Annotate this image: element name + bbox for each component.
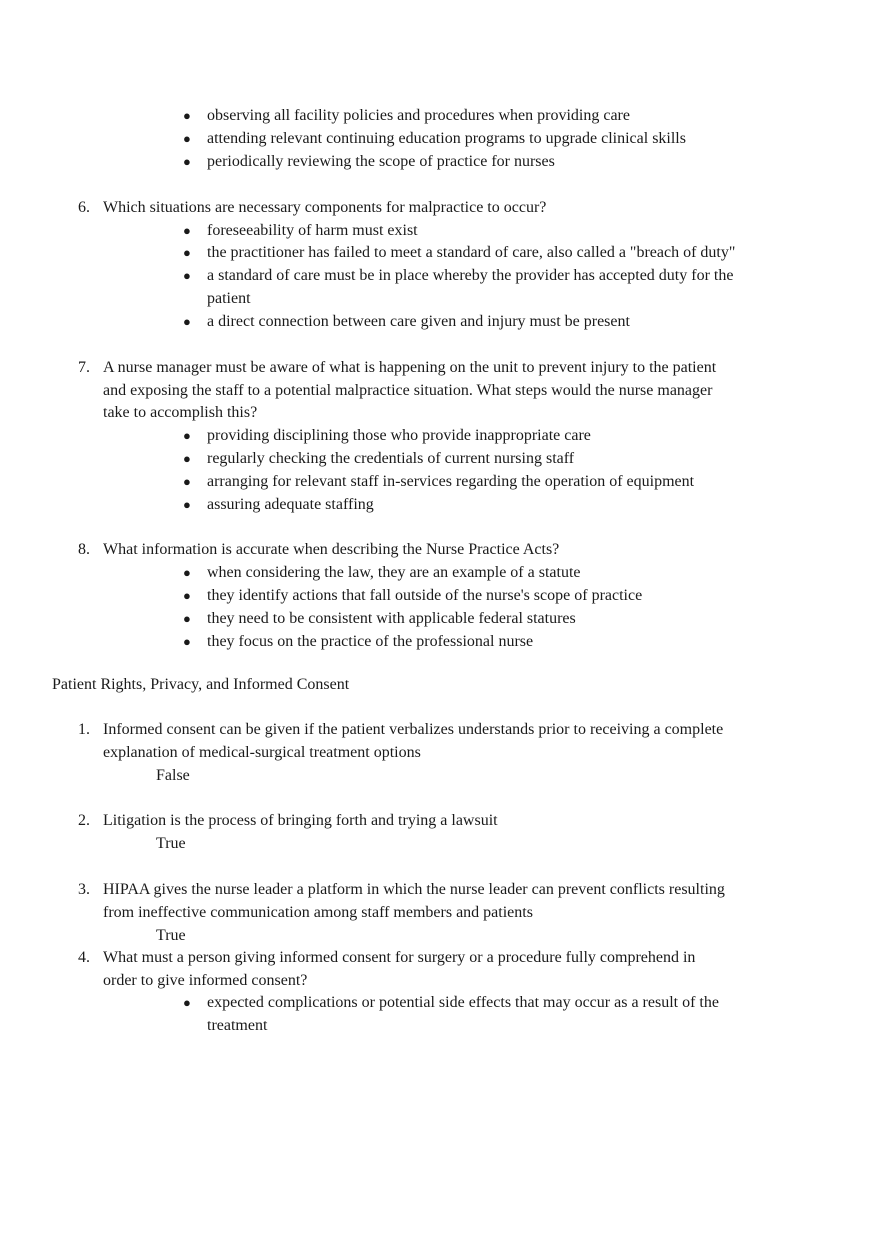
question-text: A nurse manager must be aware of what is happening on the unit to prevent injury to the patient <box>103 359 717 376</box>
question-text: Informed consent can be given if the patient verbalizes understands prior to receiving a complete <box>103 721 724 738</box>
bullet-icon: ● <box>183 634 191 649</box>
option-item: a standard of care must be in place whereby the provider has accepted duty for the <box>207 267 734 284</box>
option-item: they need to be consistent with applicable federal statures <box>207 610 576 627</box>
option-item: they identify actions that fall outside of the nurse's scope of practice <box>207 587 643 604</box>
bullet-icon: ● <box>183 428 191 443</box>
bullet-icon: ● <box>183 245 191 260</box>
option-item: they focus on the practice of the professional nurse <box>207 633 534 650</box>
question-text: What information is accurate when describing the Nurse Practice Acts? <box>103 541 560 558</box>
question-number: 3. <box>78 881 90 898</box>
bullet-icon: ● <box>183 611 191 626</box>
answer-text: True <box>156 927 186 944</box>
option-item: arranging for relevant staff in-services regarding the operation of equipment <box>207 473 695 490</box>
bullet-icon: ● <box>183 131 191 146</box>
option-item: regularly checking the credentials of current nursing staff <box>207 450 575 467</box>
bullet-icon: ● <box>183 588 191 603</box>
bullet-icon: ● <box>183 995 191 1010</box>
option-item: when considering the law, they are an example of a statute <box>207 564 581 581</box>
option-item: expected complications or potential side effects that may occur as a result of the <box>207 994 719 1011</box>
option-item: assuring adequate staffing <box>207 496 374 513</box>
question-text: What must a person giving informed consent for surgery or a procedure fully comprehend in <box>103 949 696 966</box>
question-number: 4. <box>78 949 90 966</box>
question-text: Litigation is the process of bringing forth and trying a lawsuit <box>103 812 498 829</box>
option-item: providing disciplining those who provide inappropriate care <box>207 427 591 444</box>
question-text: explanation of medical-surgical treatment options <box>103 744 421 761</box>
bullet-icon: ● <box>183 268 191 283</box>
bullet-icon: ● <box>183 451 191 466</box>
option-item-continuation: treatment <box>207 1017 268 1034</box>
question-text: order to give informed consent? <box>103 972 308 989</box>
question-number: 1. <box>78 721 90 738</box>
question-number: 8. <box>78 541 90 558</box>
option-item: the practitioner has failed to meet a standard of care, also called a "breach of duty" <box>207 244 736 261</box>
answer-text: False <box>156 767 190 784</box>
bullet-icon: ● <box>183 314 191 329</box>
bullet-icon: ● <box>183 108 191 123</box>
option-item: foreseeability of harm must exist <box>207 222 418 239</box>
question-text: from ineffective communication among staff members and patients <box>103 904 533 921</box>
question-number: 7. <box>78 359 90 376</box>
question-text: Which situations are necessary components for malpractice to occur? <box>103 199 547 216</box>
bullet-icon: ● <box>183 223 191 238</box>
section-heading: Patient Rights, Privacy, and Informed Consent <box>52 676 350 693</box>
bullet-icon: ● <box>183 474 191 489</box>
bullet-icon: ● <box>183 497 191 512</box>
answer-text: True <box>156 835 186 852</box>
list-item: observing all facility policies and procedures when providing care <box>207 107 630 124</box>
option-item: a direct connection between care given and injury must be present <box>207 313 630 330</box>
bullet-icon: ● <box>183 154 191 169</box>
question-text: and exposing the staff to a potential malpractice situation. What steps would the nurse manager <box>103 382 713 399</box>
bullet-icon: ● <box>183 565 191 580</box>
list-item: periodically reviewing the scope of practice for nurses <box>207 153 555 170</box>
question-text: take to accomplish this? <box>103 404 258 421</box>
question-text: HIPAA gives the nurse leader a platform in which the nurse leader can prevent conflicts resulting <box>103 881 725 898</box>
list-item: attending relevant continuing education programs to upgrade clinical skills <box>207 130 686 147</box>
option-item-continuation: patient <box>207 290 251 307</box>
question-number: 6. <box>78 199 90 216</box>
question-number: 2. <box>78 812 90 829</box>
